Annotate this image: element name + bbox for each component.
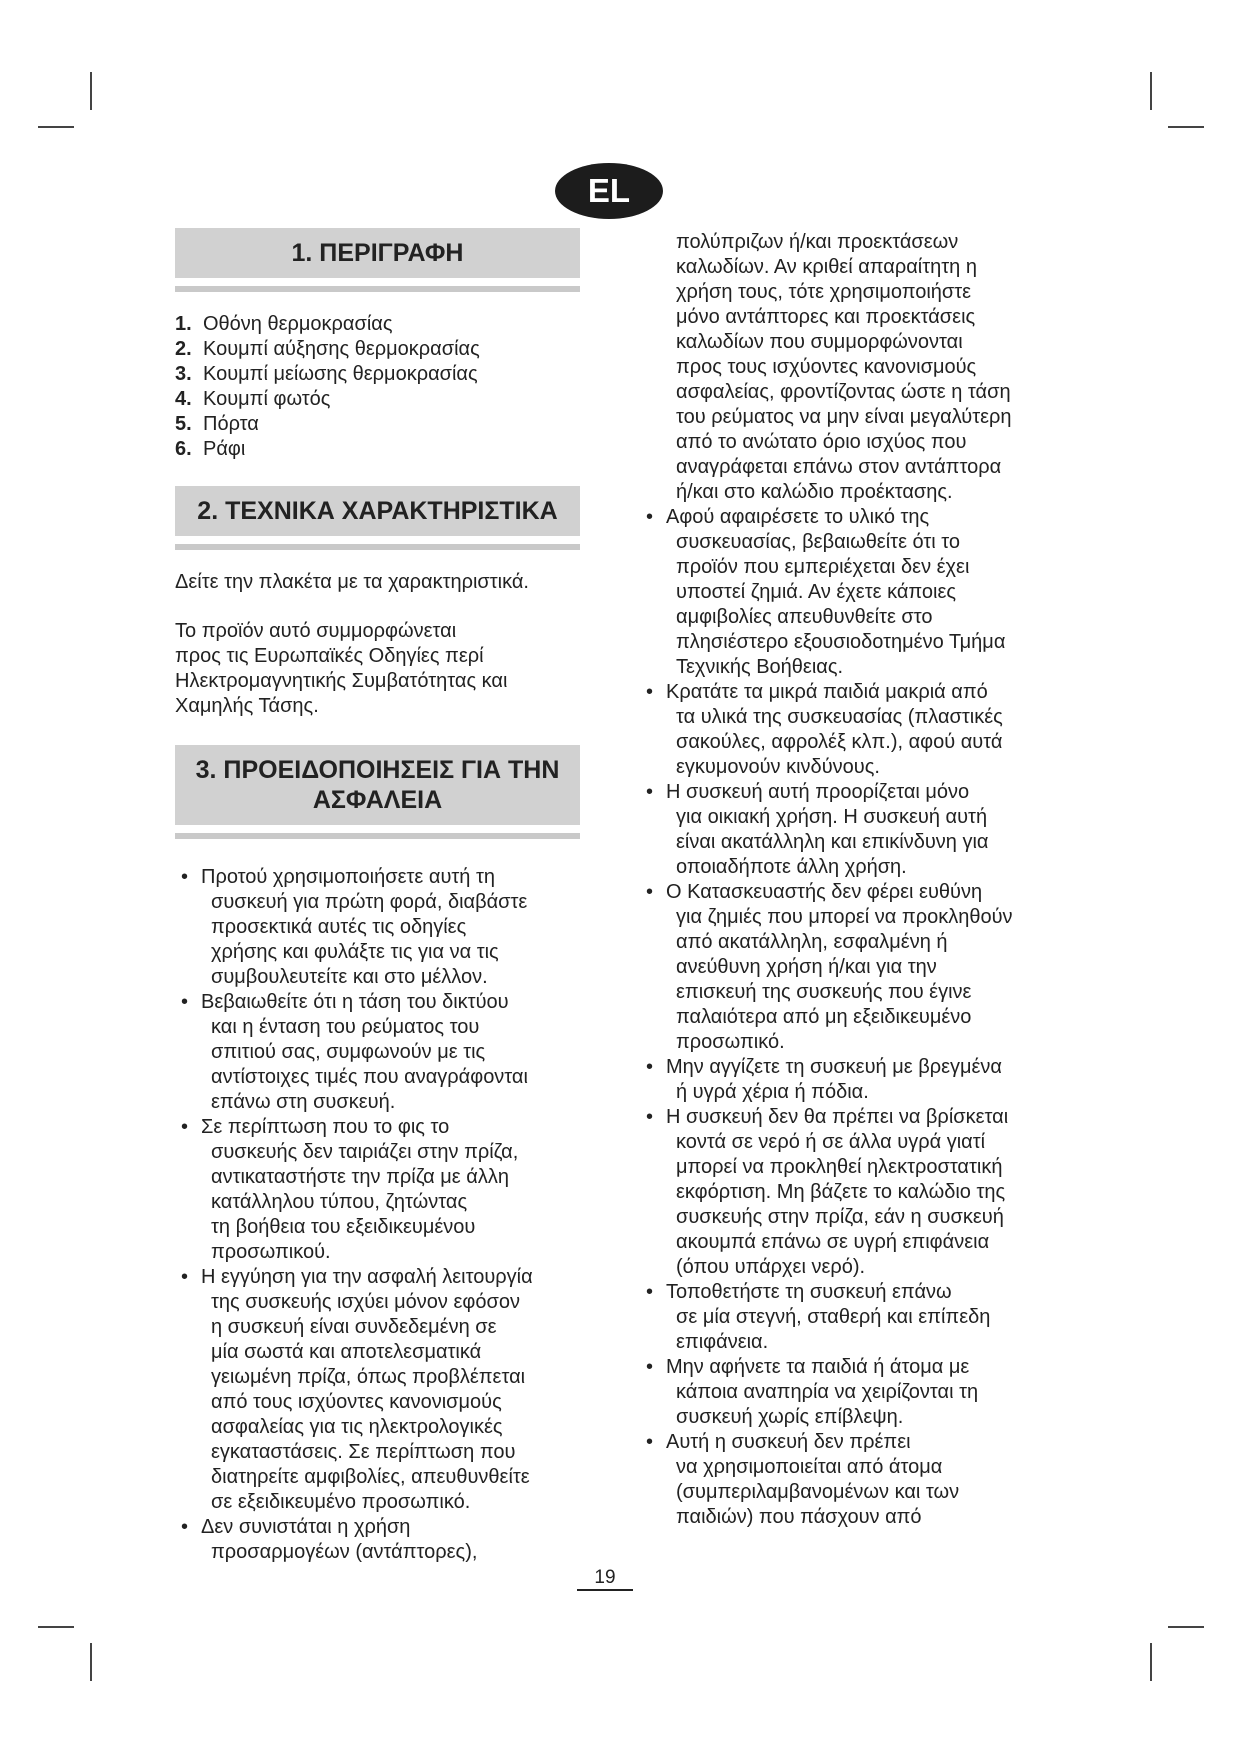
text-line: Χαμηλής Τάσης. <box>175 695 319 717</box>
text-line: • Τοποθετήστε τη συσκευή επάνω <box>666 1281 952 1303</box>
list-item <box>640 780 1045 880</box>
text-line: συσκευή χωρίς επίβλεψη. <box>676 1406 904 1428</box>
list-item <box>640 505 1045 680</box>
text-line: μία σωστά και αποτελεσματικά <box>211 1341 482 1363</box>
text-line: επισκευή της συσκευής που έγινε <box>676 981 972 1003</box>
right-column <box>640 230 1045 1530</box>
text-line: χρήσης και φυλάξτε τις για να τις <box>211 941 499 963</box>
text-line: προσεκτικά αυτές τις οδηγίες <box>211 916 467 938</box>
text-line: αντικαταστήστε την πρίζα με άλλη <box>211 1166 509 1188</box>
text-line: σε μία στεγνή, σταθερή και επίπεδη <box>676 1306 991 1328</box>
text-line: • Ο Κατασκευαστής δεν φέρει ευθύνη <box>666 881 983 903</box>
text-line: • Η συσκευή δεν θα πρέπει να βρίσκεται <box>666 1106 1009 1128</box>
list-item <box>640 1280 1045 1355</box>
safety-list-left <box>175 865 580 1565</box>
list-item <box>175 362 580 387</box>
text-line: προς τις Ευρωπαϊκές Οδηγίες περί <box>175 645 484 667</box>
list-item <box>640 880 1045 1055</box>
text-line: παιδιών) που πάσχουν από <box>676 1506 922 1528</box>
text-line: υποστεί ζημιά. Αν έχετε κάποιες <box>676 581 957 603</box>
item-number: 1. <box>175 313 192 335</box>
text-line: για ζημιές που μπορεί να προκληθούν <box>676 906 1013 928</box>
text-line: διατηρείτε αμφιβολίες, απευθυνθείτε <box>211 1466 530 1488</box>
list-item <box>175 337 580 362</box>
list-item <box>640 680 1045 780</box>
text-line: να χρησιμοποιείται από άτομα <box>676 1456 943 1478</box>
list-item <box>175 1115 580 1265</box>
text-line: συσκευής στην πρίζα, εάν η συσκευή <box>676 1206 1004 1228</box>
text-line: σακούλες, αφρολέξ κλπ.), αφού αυτά <box>676 731 1003 753</box>
list-item <box>640 1105 1045 1280</box>
text-line: η συσκευή είναι συνδεδεμένη σε <box>211 1316 497 1338</box>
text-line: τη βοήθεια του εξειδικευμένου <box>211 1216 476 1238</box>
section-3-title-line: 3. ΠΡΟΕΙΔΟΠΟΙΗΣΕΙΣ ΓΙΑ ΤΗΝ <box>195 756 560 784</box>
text-line: εκφόρτιση. Μη βάζετε το καλώδιο της <box>676 1181 1006 1203</box>
text-line: ή/και στο καλώδιο προέκτασης. <box>676 481 953 503</box>
section-1-title: 1. ΠΕΡΙΓΡΑΦΗ <box>291 239 464 267</box>
list-item <box>175 312 580 337</box>
text-line: συμβουλευτείτε και στο μέλλον. <box>211 966 488 988</box>
crop-mark-bottom-left-h <box>38 1626 74 1628</box>
text-line: • Σε περίπτωση που το φις το <box>201 1116 450 1138</box>
item-number: 3. <box>175 363 192 385</box>
list-item <box>175 387 580 412</box>
text-line: εγκυμονούν κινδύνους. <box>676 756 880 778</box>
text-line: • Αφού αφαιρέσετε το υλικό της <box>666 506 930 528</box>
text-line: (συμπεριλαμβανομένων και των <box>676 1481 960 1503</box>
list-item <box>640 1055 1045 1105</box>
text-line: • Η εγγύηση για την ασφαλή λειτουργία <box>201 1266 533 1288</box>
text-line: συσκευασίας, βεβαιωθείτε ότι το <box>676 531 961 553</box>
text-line: πλησιέστερο εξουσιοδοτημένο Τμήμα <box>676 631 1006 653</box>
text-line: Ηλεκτρομαγνητικής Συμβατότητας και <box>175 670 508 692</box>
text-line: του ρεύματος να μην είναι μεγαλύτερη <box>676 406 1012 428</box>
text-line: εγκαταστάσεις. Σε περίπτωση που <box>211 1441 516 1463</box>
item-number: 4. <box>175 388 192 410</box>
text-line: προϊόν που εμπεριέχεται δεν έχει <box>676 556 970 578</box>
text-line: παλαιότερα από μη εξειδικευμένο <box>676 1006 972 1028</box>
text-line: κατάλληλου τύπου, ζητώντας <box>211 1191 468 1213</box>
text-line: σπιτιού σας, συμφωνούν με τις <box>211 1041 486 1063</box>
item-number: 2. <box>175 338 192 360</box>
text-line: προσαρμογέων (αντάπτορες), <box>211 1541 478 1563</box>
text-line: γειωμένη πρίζα, όπως προβλέπεται <box>211 1366 526 1388</box>
crop-mark-bottom-right-v <box>1150 1643 1152 1681</box>
safety-list-right <box>640 505 1045 1530</box>
text-line: • Αυτή η συσκευή δεν πρέπει <box>666 1431 911 1453</box>
item-text: Οθόνη θερμοκρασίας <box>203 313 393 335</box>
item-number: 6. <box>175 438 192 460</box>
text-line: καλωδίων που συμμορφώνονται <box>676 331 963 353</box>
list-item <box>175 1515 580 1565</box>
text-line: επάνω στη συσκευή. <box>211 1091 396 1113</box>
crop-mark-top-right-h <box>1168 126 1204 128</box>
item-text: Κουμπί φωτός <box>203 388 331 410</box>
text-line: ασφαλείας για τις ηλεκτρολογικές <box>211 1416 503 1438</box>
continued-bullet-text <box>640 230 1045 505</box>
text-line: • Η συσκευή αυτή προορίζεται μόνο <box>666 781 970 803</box>
item-text: Κουμπί μείωσης θερμοκρασίας <box>203 363 478 385</box>
language-badge: EL <box>555 163 663 219</box>
text-line: συσκευής δεν ταιριάζει στην πρίζα, <box>211 1141 519 1163</box>
text-line: ανεύθυνη χρήση ή/και για την <box>676 956 937 978</box>
crop-mark-bottom-left-v <box>90 1643 92 1681</box>
section-1-heading <box>175 228 580 286</box>
text-line: αντίστοιχες τιμές που αναγράφονται <box>211 1066 528 1088</box>
text-line: • Μην αφήνετε τα παιδιά ή άτομα με <box>666 1356 970 1378</box>
item-text: Πόρτα <box>203 413 259 435</box>
section-2-heading <box>175 486 580 544</box>
text-line: σε εξειδικευμένο προσωπικό. <box>211 1491 471 1513</box>
text-line: πολύπριζων ή/και προεκτάσεων <box>676 231 959 253</box>
crop-mark-top-right-v <box>1150 72 1152 110</box>
text-line: Τεχνικής Βοήθειας. <box>676 656 844 678</box>
text-line: από τους ισχύοντες κανονισμούς <box>211 1391 502 1413</box>
list-item <box>175 412 580 437</box>
section-3-heading <box>175 745 580 833</box>
text-line: ακουμπά επάνω σε υγρή επιφάνεια <box>676 1231 990 1253</box>
page-number: 19 <box>577 1567 633 1591</box>
text-line: • Βεβαιωθείτε ότι η τάση του δικτύου <box>201 991 509 1013</box>
text-line: • Δεν συνιστάται η χρήση <box>201 1516 411 1538</box>
crop-mark-top-left-v <box>90 72 92 110</box>
text-line: επιφάνεια. <box>676 1331 769 1353</box>
text-line: είναι ακατάλληλη και επικίνδυνη για <box>676 831 989 853</box>
text-line: από το ανώτατο όριο ισχύος που <box>676 431 967 453</box>
text-line: χρήση τους, τότε χρησιμοποιήστε <box>676 281 972 303</box>
text-line: τα υλικά της συσκευασίας (πλαστικές <box>676 706 1003 728</box>
section-2-title: 2. ΤΕΧΝΙΚΑ ΧΑΡΑΚΤΗΡΙΣΤΙΚΑ <box>197 497 558 525</box>
item-number: 5. <box>175 413 192 435</box>
text-line: μπορεί να προκληθεί ηλεκτροστατική <box>676 1156 1003 1178</box>
list-item <box>640 1355 1045 1430</box>
text-line: • Μην αγγίζετε τη συσκευή με βρεγμένα <box>666 1056 1002 1078</box>
crop-mark-top-left-h <box>38 126 74 128</box>
text-line: ή υγρά χέρια ή πόδια. <box>676 1081 869 1103</box>
compliance-statement <box>175 619 580 719</box>
list-item <box>175 1265 580 1515</box>
text-line: κοντά σε νερό ή σε άλλα υγρά γιατί <box>676 1131 986 1153</box>
text-line: και η ένταση του ρεύματος του <box>211 1016 480 1038</box>
left-column <box>175 228 580 1565</box>
text-line: κάποια αναπηρία να χειρίζονται τη <box>676 1381 979 1403</box>
text-line: προσωπικό. <box>676 1031 785 1053</box>
text-line: Το προϊόν αυτό συμμορφώνεται <box>175 620 457 642</box>
text-line: οποιαδήποτε άλλη χρήση. <box>676 856 907 878</box>
text-line: (όπου υπάρχει νερό). <box>676 1256 866 1278</box>
text-line: αναγράφεται επάνω στον αντάπτορα <box>676 456 1002 478</box>
text-line: από ακατάλληλη, εσφαλμένη ή <box>676 931 948 953</box>
rating-plate-note: Δείτε την πλακέτα με τα χαρακτηριστικά. <box>175 571 529 593</box>
list-item <box>175 865 580 990</box>
item-text: Κουμπί αύξησης θερμοκρασίας <box>203 338 480 360</box>
text-line: συσκευή για πρώτη φορά, διαβάστε <box>211 891 528 913</box>
text-line: προς τους ισχύοντες κανονισμούς <box>676 356 977 378</box>
text-line: για οικιακή χρήση. Η συσκευή αυτή <box>676 806 988 828</box>
parts-list <box>175 312 580 462</box>
item-text: Ράφι <box>203 438 246 460</box>
text-line: καλωδίων. Αν κριθεί απαραίτητη η <box>676 256 977 278</box>
text-line: μόνο αντάπτορες και προεκτάσεις <box>676 306 976 328</box>
text-line: προσωπικού. <box>211 1241 331 1263</box>
section-3-title-line: ΑΣΦΑΛΕΙΑ <box>312 786 443 814</box>
text-line: • Κρατάτε τα μικρά παιδιά μακριά από <box>666 681 988 703</box>
text-line: αμφιβολίες απευθυνθείτε στο <box>676 606 933 628</box>
text-line: • Προτού χρησιμοποιήσετε αυτή τη <box>201 866 495 888</box>
list-item <box>175 437 580 462</box>
list-item <box>640 1430 1045 1530</box>
list-item <box>175 990 580 1115</box>
text-line: της συσκευής ισχύει μόνον εφόσον <box>211 1291 520 1313</box>
text-line: ασφαλείας, φροντίζοντας ώστε η τάση <box>676 381 1011 403</box>
crop-mark-bottom-right-h <box>1168 1626 1204 1628</box>
